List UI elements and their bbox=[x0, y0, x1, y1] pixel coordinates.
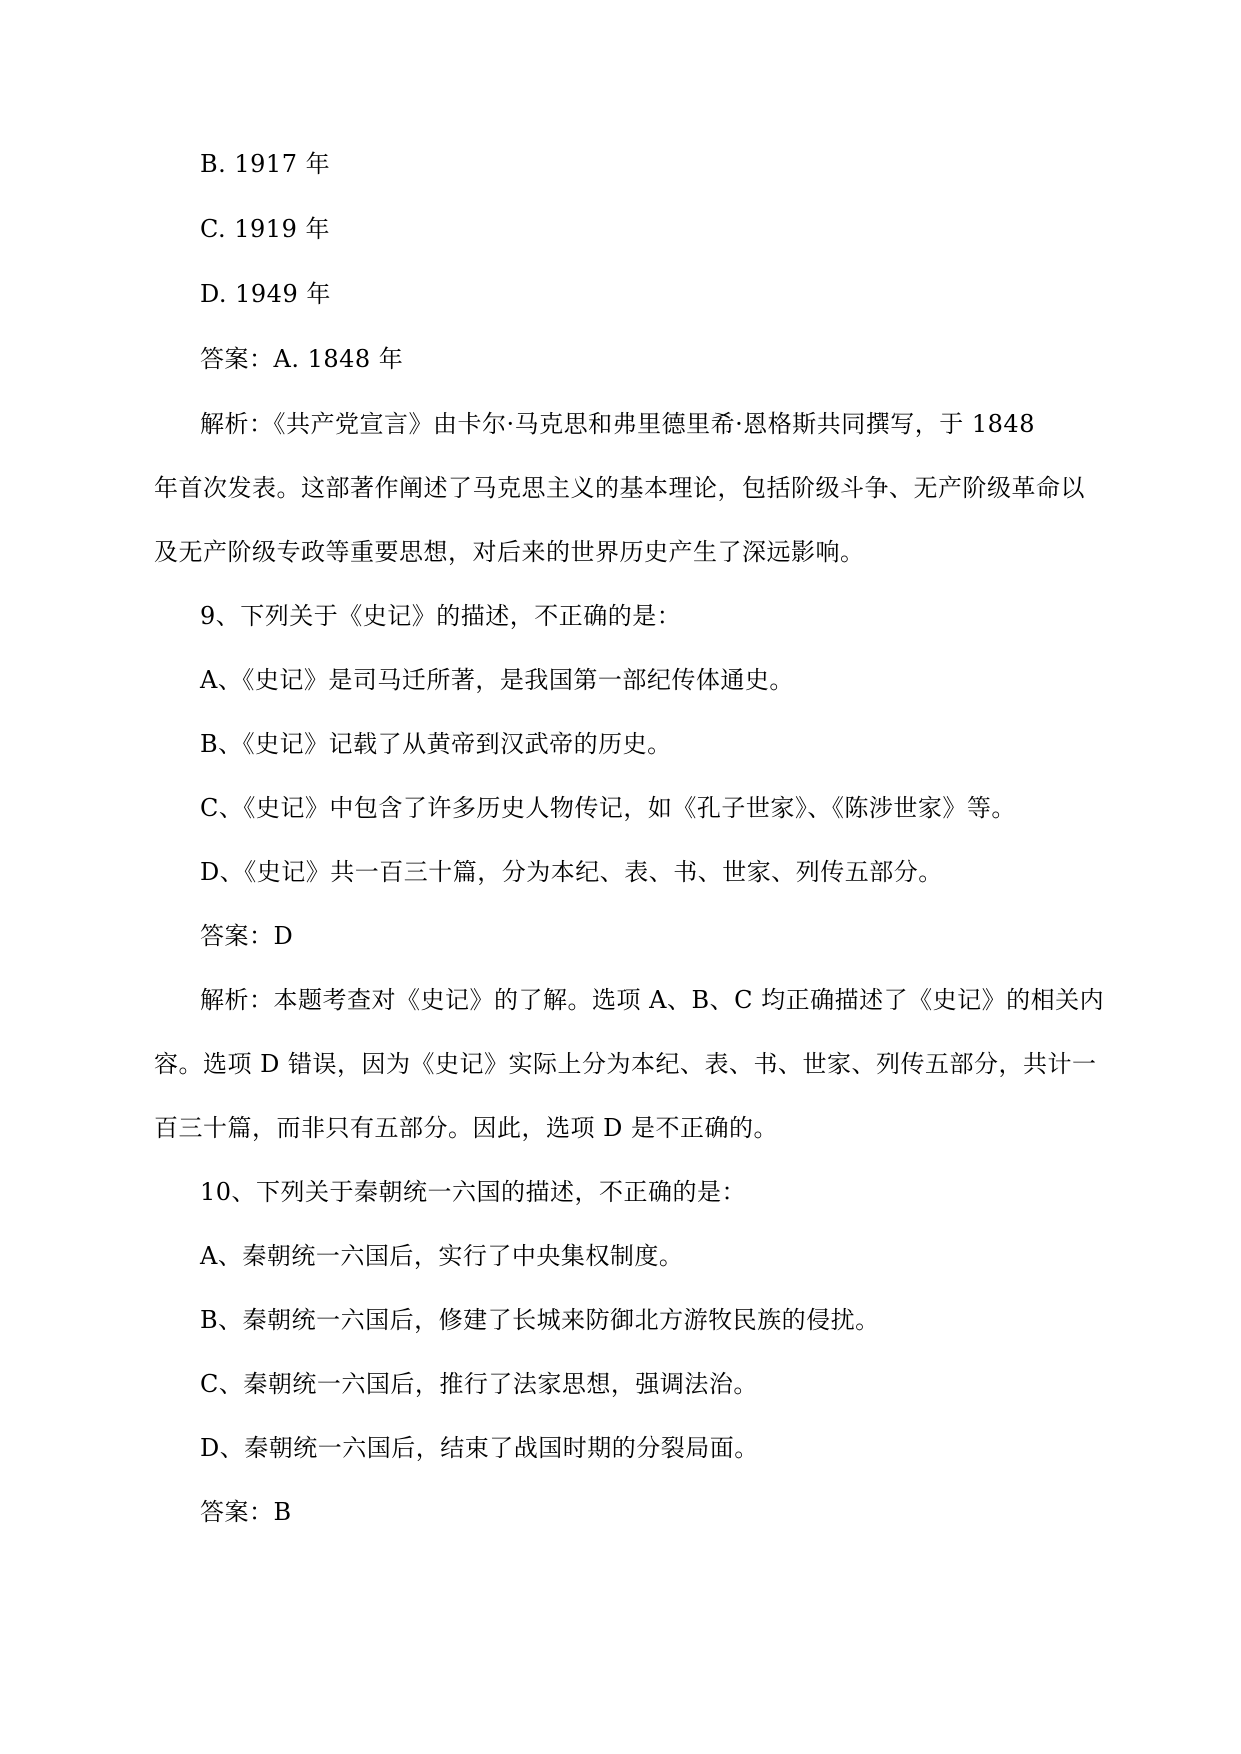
q8-answer: 答案：A. 1848 年 bbox=[200, 345, 404, 373]
q9-option-b: B、《史记》记载了从黄帝到汉武帝的历史。 bbox=[200, 730, 672, 758]
q9-answer: 答案：D bbox=[200, 922, 294, 950]
q10-answer: 答案：B bbox=[200, 1498, 292, 1526]
q8-analysis-line-1: 解析：《共产党宣言》由卡尔·马克思和弗里德里希·恩格斯共同撰写，于 1848 bbox=[200, 410, 1035, 438]
q8-analysis-line-2: 年首次发表。这部著作阐述了马克思主义的基本理论，包括阶级斗争、无产阶级革命以 bbox=[154, 474, 1085, 502]
q9-option-a: A、《史记》是司马迁所著，是我国第一部纪传体通史。 bbox=[200, 666, 794, 694]
q9-option-d: D、《史记》共一百三十篇，分为本纪、表、书、世家、列传五部分。 bbox=[200, 858, 943, 886]
q9-analysis-line-1: 解析：本题考查对《史记》的了解。选项 A、B、C 均正确描述了《史记》的相关内 bbox=[200, 986, 1105, 1014]
q8-option-b: B. 1917 年 bbox=[200, 150, 331, 178]
q10-option-d: D、秦朝统一六国后，结束了战国时期的分裂局面。 bbox=[200, 1434, 759, 1462]
q9-analysis-line-2: 容。选项 D 错误，因为《史记》实际上分为本纪、表、书、世家、列传五部分，共计一 bbox=[154, 1050, 1097, 1078]
q10-option-b: B、秦朝统一六国后，修建了长城来防御北方游牧民族的侵扰。 bbox=[200, 1306, 880, 1334]
q10-question: 10、下列关于秦朝统一六国的描述，不正确的是： bbox=[200, 1178, 747, 1206]
q8-option-d: D. 1949 年 bbox=[200, 280, 331, 308]
q9-analysis-line-3: 百三十篇，而非只有五部分。因此，选项 D 是不正确的。 bbox=[154, 1114, 778, 1142]
q10-option-c: C、秦朝统一六国后，推行了法家思想，强调法治。 bbox=[200, 1370, 758, 1398]
q8-option-c: C. 1919 年 bbox=[200, 215, 330, 243]
q8-analysis-line-3: 及无产阶级专政等重要思想，对后来的世界历史产生了深远影响。 bbox=[154, 538, 865, 566]
q9-option-c: C、《史记》中包含了许多历史人物传记，如《孔子世家》、《陈涉世家》等。 bbox=[200, 794, 1016, 822]
q10-option-a: A、秦朝统一六国后，实行了中央集权制度。 bbox=[200, 1242, 684, 1270]
q9-question: 9、下列关于《史记》的描述，不正确的是： bbox=[200, 602, 682, 630]
